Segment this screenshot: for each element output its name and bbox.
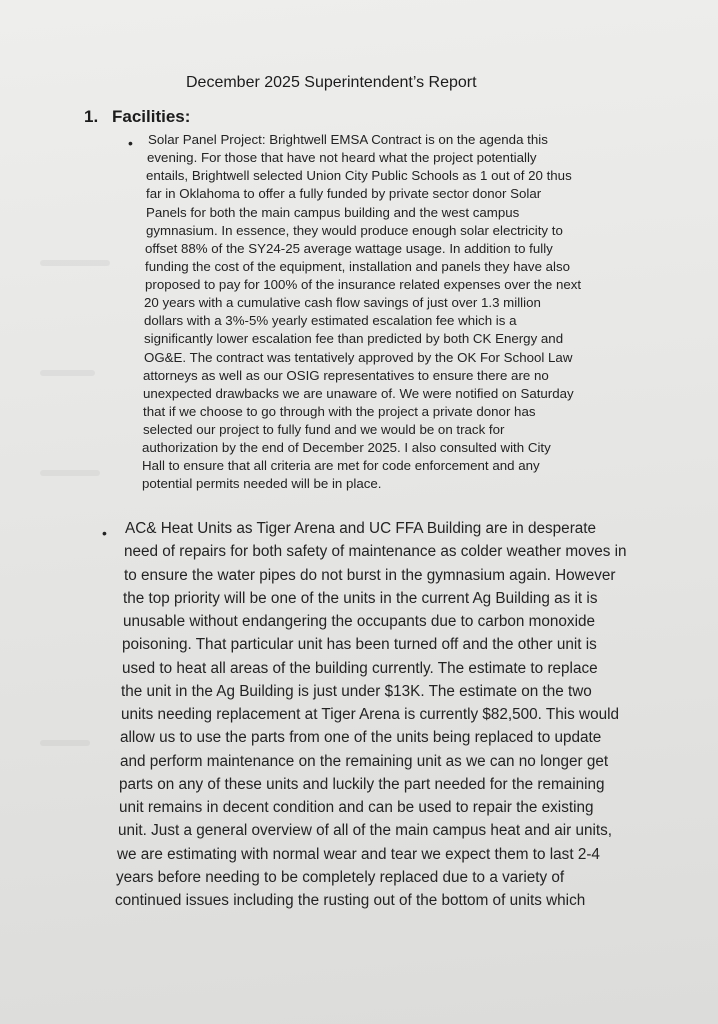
paragraph-line: allow us to use the parts from one of the units being replaced to update xyxy=(120,729,602,747)
section-title: Facilities: xyxy=(112,107,191,126)
section-heading xyxy=(84,107,190,127)
paragraph-line: units needing replacement at Tiger Arena is currently $82,500. This would xyxy=(121,706,620,723)
paragraph-line: need of repairs for both safety of maintenance as colder weather moves in xyxy=(124,543,627,561)
paragraph-line: Solar Panel Project: Brightwell EMSA Contract is on the agenda this xyxy=(148,132,548,147)
paragraph-line: poisoning. That particular unit has been turned off and the other unit is xyxy=(122,636,597,654)
paragraph-line: Hall to ensure that all criteria are met for code enforcement and any xyxy=(142,458,540,474)
paragraph-line: significantly lower escalation fee than predicted by both CK Energy and xyxy=(144,331,564,347)
paragraph-line: unit remains in decent condition and can be used to repair the existing xyxy=(119,799,594,816)
paragraph-line: that if we choose to go through with the project a private donor has xyxy=(143,403,536,419)
paragraph-line: years before needing to be completely replaced due to a variety of xyxy=(116,868,565,886)
paragraph-line: continued issues including the rusting out of the bottom of units which xyxy=(115,892,586,909)
paragraph-line: gymnasium. In essence, they would produce enough solar electricity to xyxy=(146,222,563,238)
paragraph-line: far in Oklahoma to offer a fully funded by private sector donor Solar xyxy=(146,186,542,202)
paragraph-line: entails, Brightwell selected Union City Public Schools as 1 out of 20 thus xyxy=(146,168,572,184)
paragraph-line: selected our project to fully fund and we would be on track for xyxy=(143,422,505,438)
paragraph-line: we are estimating with normal wear and tear we expect them to last 2-4 xyxy=(117,845,600,863)
paragraph-line: AC& Heat Units as Tiger Arena and UC FFA Building are in desperate xyxy=(125,520,597,537)
paragraph-line: OG&E. The contract was tentatively approved by the OK For School Law xyxy=(144,349,573,365)
paragraph-line: evening. For those that have not heard what the project potentially xyxy=(147,150,537,166)
paragraph-line: potential permits needed will be in place. xyxy=(142,476,382,492)
paragraph-line: funding the cost of the equipment, installation and panels they have also xyxy=(145,258,571,274)
section-number: 1. xyxy=(84,107,99,126)
paragraph-line: attorneys as well as our OSIG representatives to ensure there are no xyxy=(143,367,549,383)
bullet-dot: • xyxy=(128,135,133,151)
bleed-through-mark xyxy=(40,740,90,746)
paragraph-line: the top priority will be one of the units in the current Ag Building as it is xyxy=(123,589,598,607)
paragraph-line: the unit in the Ag Building is just under $13K. The estimate on the two xyxy=(121,682,592,700)
paragraph-line: offset 88% of the SY24-25 average wattage usage. In addition to fully xyxy=(145,240,553,256)
bleed-through-mark xyxy=(40,370,95,376)
paragraph-line: authorization by the end of December 2025. I also consulted with City xyxy=(142,440,551,456)
bullet-dot: • xyxy=(102,525,107,541)
paragraph-line: to ensure the water pipes do not burst in the gymnasium again. However xyxy=(124,566,616,584)
paragraph-line: Panels for both the main campus building and the west campus xyxy=(146,204,520,220)
paragraph-line: parts on any of these units and luckily the part needed for the remaining xyxy=(119,775,605,793)
paragraph-line: used to heat all areas of the building currently. The estimate to replace xyxy=(122,659,598,677)
paragraph-line: unit. Just a general overview of all of the main campus heat and air units, xyxy=(118,822,613,840)
paragraph-line: dollars with a 3%-5% yearly estimated escalation fee which is a xyxy=(144,313,517,329)
bleed-through-mark xyxy=(40,260,110,266)
paragraph-line: and perform maintenance on the remaining unit as we can no longer get xyxy=(120,752,609,770)
paragraph-line: unusable without endangering the occupants due to carbon monoxide xyxy=(123,613,595,630)
paragraph-line: proposed to pay for 100% of the insurance related expenses over the next xyxy=(145,277,582,293)
report-title: December 2025 Superintendent’s Report xyxy=(186,74,477,91)
paragraph-line: unexpected drawbacks we are unaware of. We were notified on Saturday xyxy=(143,385,574,401)
bleed-through-mark xyxy=(40,470,100,476)
paragraph-line: 20 years with a cumulative cash flow savings of just over 1.3 million xyxy=(144,295,541,311)
